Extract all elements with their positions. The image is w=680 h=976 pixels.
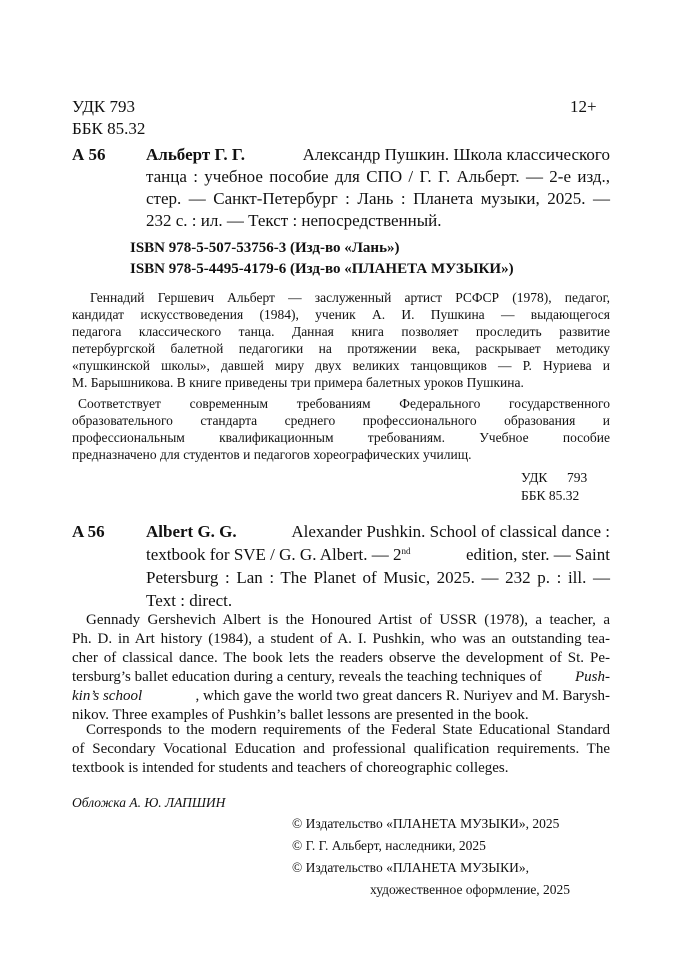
en-abstract-line: nikov. Three examples of Pushkin’s ballet lessons are presented in the book. [72, 707, 529, 723]
en-author: Albert G. G. [146, 522, 237, 541]
en-abstract-line: Corresponds to the modern requirements of the Federal State Educational Standard [86, 722, 610, 738]
en-abstract-line: Ph. D. in Art history (1984), a student of A. I. Pushkin, who was an outstanding tea- [72, 631, 610, 647]
bbk-small: ББК 85.32 [521, 488, 580, 503]
copyright-line: © Издательство «ПЛАНЕТА МУЗЫКИ», [292, 860, 529, 875]
en-abstract-line: of Secondary Vocational Education and professional qualification requirements. The [72, 741, 610, 757]
ru-entry-line: танца : учебное пособие для СПО / Г. Г. Альберт. — 2-е изд., [146, 167, 610, 186]
ru-title: Александр Пушкин. Школа классического [302, 145, 610, 164]
udk-code: УДК 793 [72, 97, 136, 116]
cover-credit: Обложка А. Ю. ЛАПШИН [72, 795, 226, 810]
en-title: Alexander Pushkin. School of classical dance : [291, 522, 610, 541]
copyright-line: художественное оформление, 2025 [370, 882, 571, 897]
ru-abstract-line: петербургской балетной педагогики на протяжении века, раскрывает методику [72, 341, 610, 356]
ru-entry-line: 232 с. : ил. — Текст : непосредственный. [146, 211, 442, 230]
en-abstract-fragment: tersburg’s ballet education during a century, reveals the teaching techniques of [72, 669, 542, 685]
ru-abstract-line: профессиональным квалификационным требованиям. Учебное пособие [72, 430, 610, 445]
ru-abstract-line: педагога классического танца. Данная книга позволяет проследить развитие [72, 324, 610, 339]
en-abstract-line: cher of classical dance. The book lets the readers observe the development of St. Pe- [72, 650, 610, 666]
isbn-lan: ISBN 978-5-507-53756-3 (Изд-во «Лань») [130, 240, 400, 256]
en-entry-line: Petersburg : Lan : The Planet of Music, 2025. — 232 p. : ill. — [146, 568, 610, 587]
ru-abstract-line: предназначено для студентов и педагогов хореографических училищ. [72, 447, 472, 462]
en-abstract-line: Gennady Gershevich Albert is the Honoured Artist of USSR (1978), a teacher, a [86, 612, 610, 628]
en-author-code: A 56 [72, 522, 105, 541]
isbn-planeta: ISBN 978-5-4495-4179-6 (Изд-во «ПЛАНЕТА МУЗЫКИ») [130, 261, 514, 277]
ru-title-line [146, 145, 610, 165]
ru-abstract-line: кандидат искусствоведения (1984), ученик А. И. Пушкина — выдающегося [72, 307, 610, 322]
en-abstract-line [72, 669, 610, 686]
en-abstract-line: textbook is intended for students and teachers of choreographic colleges. [72, 760, 509, 776]
ru-author: Альберт Г. Г. [146, 145, 246, 164]
en-abstract-line [72, 688, 610, 705]
ru-abstract-line: М. Барышникова. В книге приведены три примера балетных уроков Пушкина. [72, 375, 524, 390]
copyright-line: © Издательство «ПЛАНЕТА МУЗЫКИ», 2025 [292, 816, 560, 831]
en-entry-fragment: textbook for SVE / G. G. Albert. — 2nd [146, 545, 411, 564]
ru-abstract-line: Геннадий Гершевич Альберт — заслуженный артист РСФСР (1978), педагог, [90, 290, 610, 305]
edition-superscript: nd [401, 546, 411, 556]
en-abstract-fragment: , which gave the world two great dancers R. Nuriyev and M. Barysh- [195, 688, 610, 704]
en-abstract-italic: kin’s school [72, 688, 143, 704]
ru-abstract-line: образовательного стандарта среднего профессионального образования и [72, 413, 610, 428]
udk-small-value: 793 [567, 470, 588, 485]
en-entry-line: Text : direct. [146, 591, 233, 610]
en-entry-line [146, 545, 610, 565]
en-abstract-italic: Push- [575, 669, 610, 685]
en-title-line [146, 522, 610, 542]
ru-abstract-line: Соответствует современным требованиям Федерального государственного [78, 396, 610, 411]
ru-abstract-line: «пушкинской школы», давшей миру двух великих танцовщиков — Р. Нуриева и [72, 358, 610, 373]
age-rating: 12+ [570, 97, 597, 116]
bbk-code: ББК 85.32 [72, 119, 146, 138]
ru-author-code: А 56 [72, 145, 106, 164]
udk-small-label: УДК [521, 470, 548, 485]
en-entry-fragment: edition, ster. — Saint [465, 545, 610, 564]
ru-entry-line: стер. — Санкт-Петербург : Лань : Планета музыки, 2025. — [146, 189, 610, 208]
copyright-line: © Г. Г. Альберт, наследники, 2025 [292, 838, 486, 853]
